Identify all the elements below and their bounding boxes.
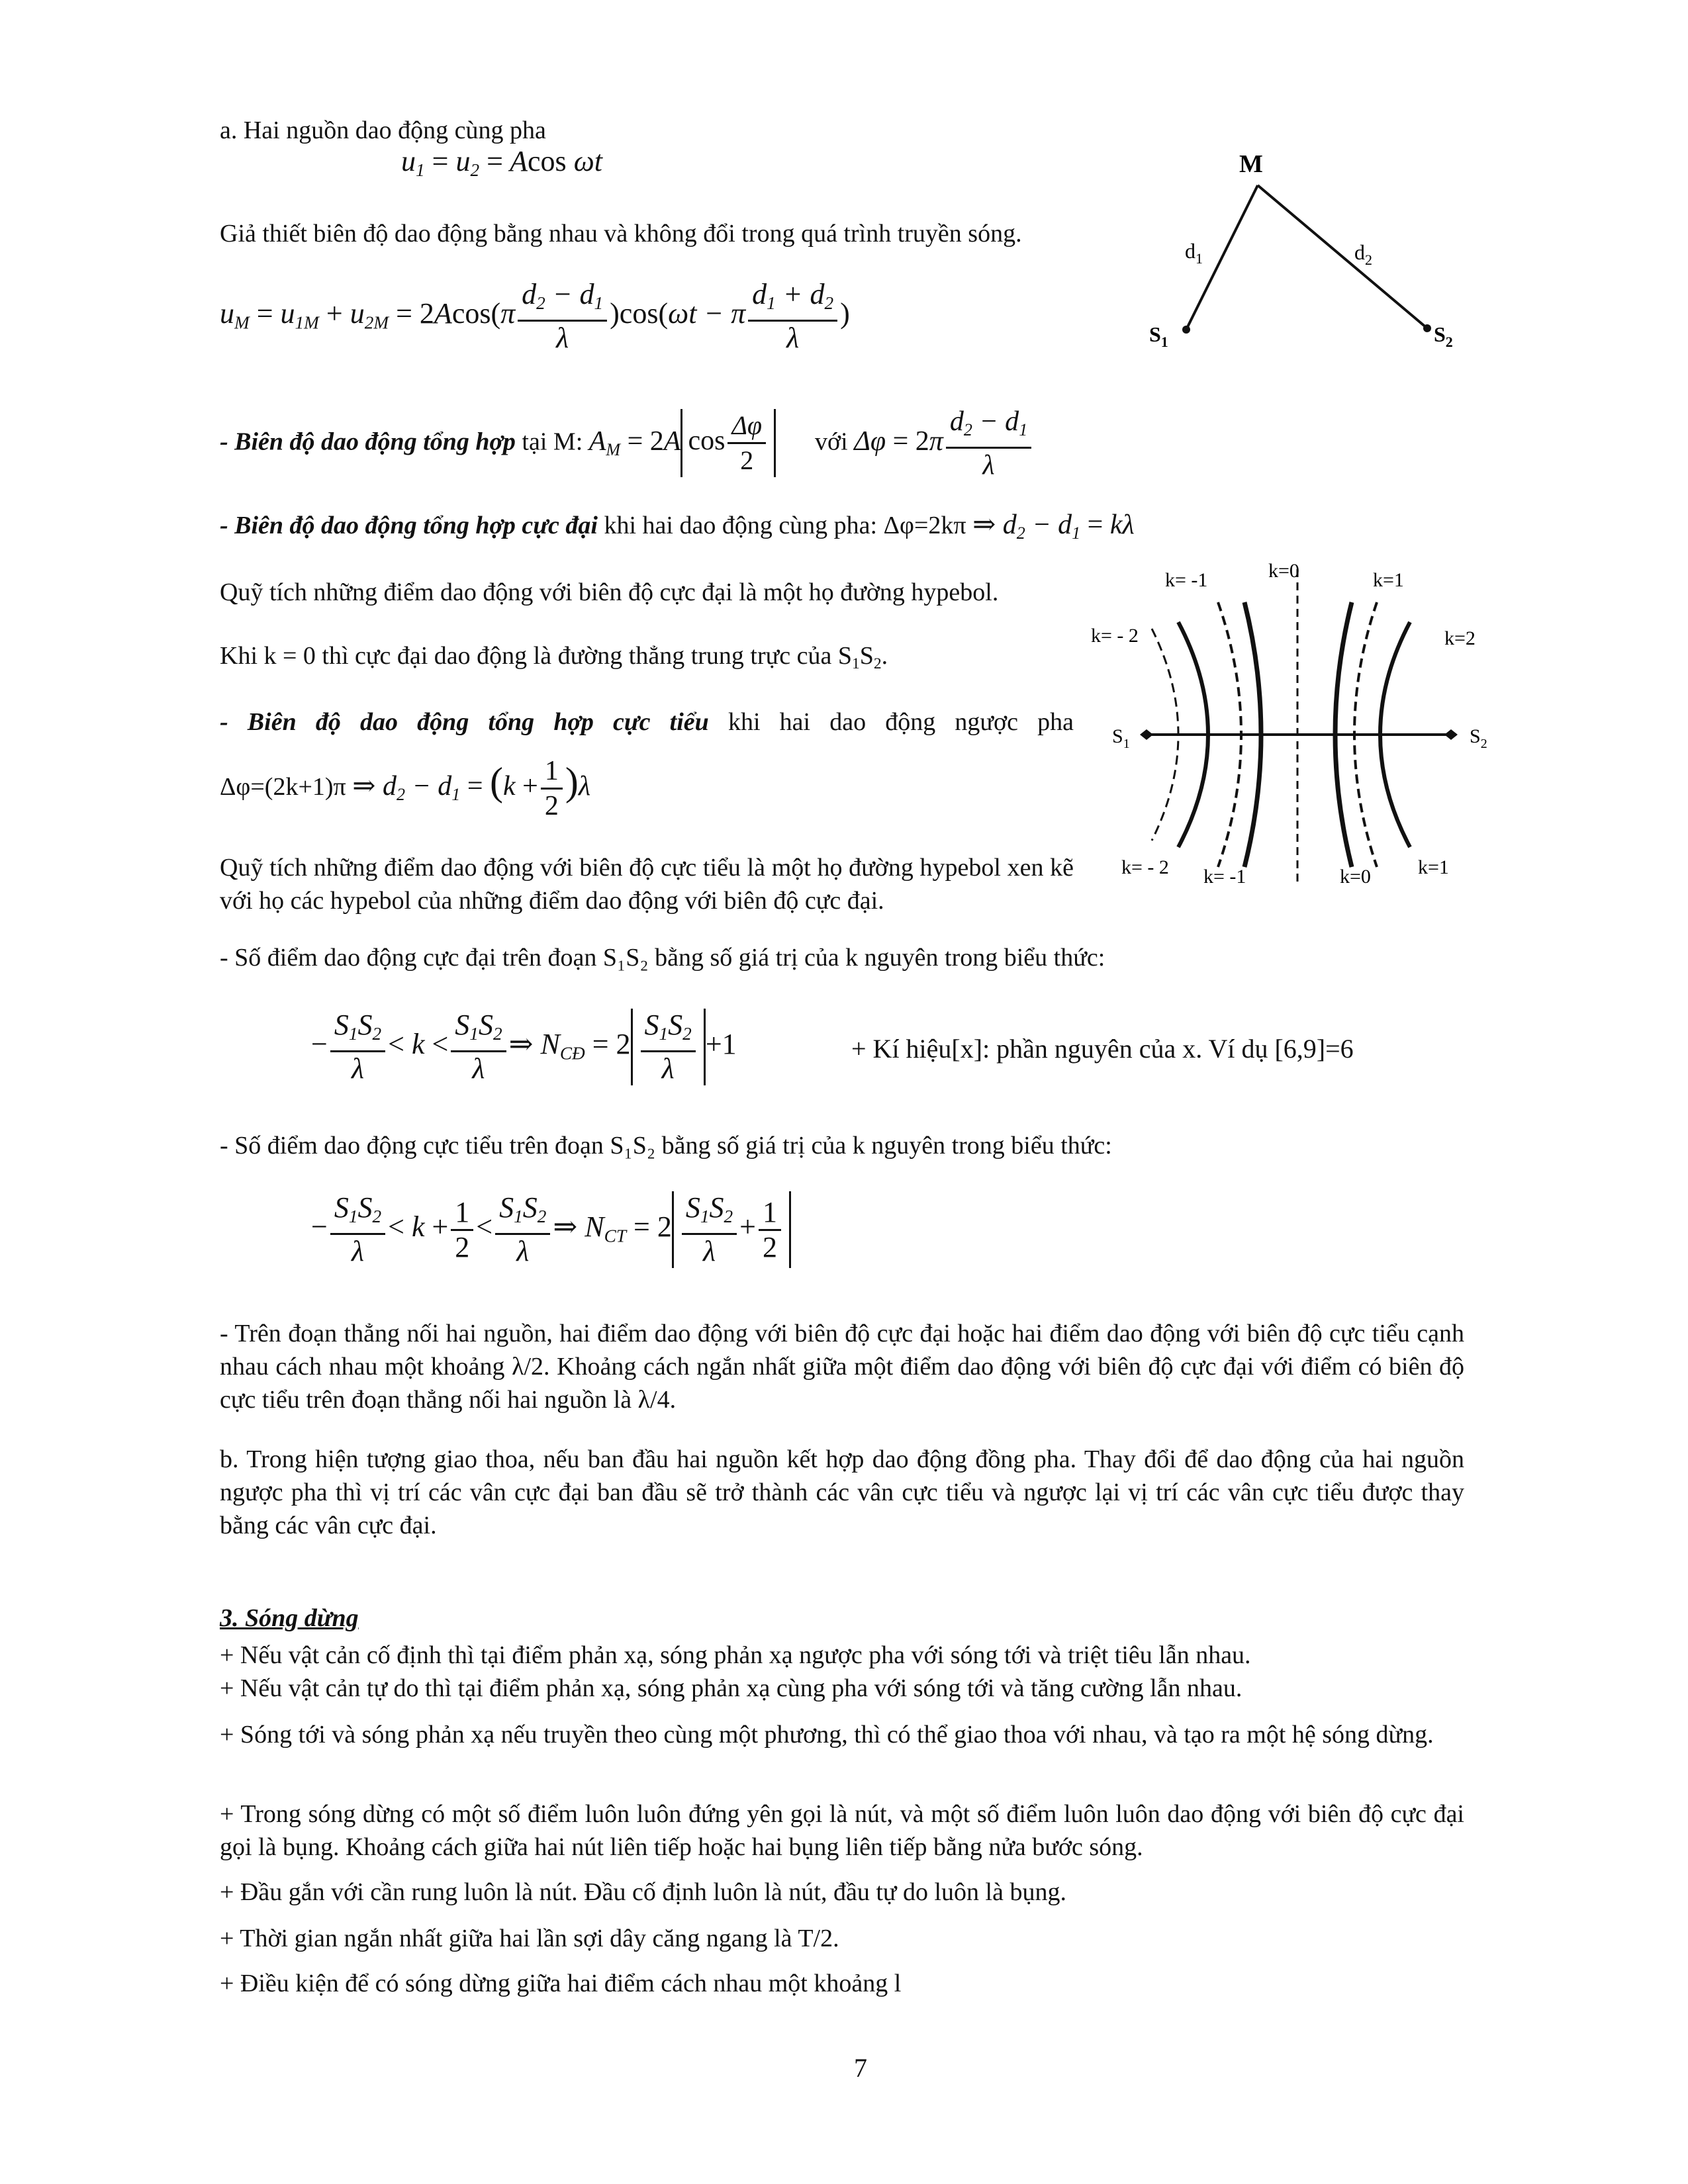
count-min-text: - Số điểm dao động cực tiểu trên đoạn S₁S₂ bằng số giá trị của k nguyên trong biểu thức:	[220, 1132, 1112, 1160]
label-k-minus2-top: k= - 2	[1091, 625, 1139, 647]
min-condition-formula: Δφ=(2k+1)π ⇒ $d_2 - d_1 = (k$ + $\frac{1}{2}$ )λ	[220, 756, 591, 821]
equation-um: $u_M = u_{1M} + u_{2M} = 2Acos(\pi$ $\frac{d_2 - d_1}{\lambda}$ )cos(ωt − π $\frac{d_1 + d_2}{\lambda}$ )	[220, 278, 850, 355]
k0-text: Khi k = 0 thì cực đại dao động là đường thẳng trung trực của $S_1S_2$.	[220, 642, 888, 673]
label-k2-top: k=2	[1444, 627, 1476, 649]
section-b-paragraph: b. Trong hiện tượng giao thoa, nếu ban đầu hai nguồn kết hợp dao động đồng pha. Thay đổi để dao động của hai nguồn ngược pha thì vị trí các vân cực đại ban đầu sẽ trở thành các vân cực tiểu và ngược lại vị trí các vân cực tiểu được thay bằng các vân cực đại.	[220, 1445, 1464, 1539]
label-k1-top: k=1	[1373, 569, 1404, 591]
label-s1: $S_1$	[1149, 322, 1168, 350]
label-s2: $S_2$	[1470, 725, 1487, 751]
count-max-formula: − $\frac{S_1S_2}{\lambda}$ < k < $\frac{S_1S_2}{\lambda}$ ⇒ $N_{CĐ} = 2$ $\frac{S_1S_2}{\lambda}$ +1	[311, 1009, 737, 1085]
label-k-minus2-bottom: k= - 2	[1121, 856, 1169, 878]
eq-u-symbol: u	[401, 145, 416, 177]
section3-item-3: + Sóng tới và sóng phản xạ nếu truyền theo cùng một phương, thì có thể giao thoa với nhau, và tạo ra một hệ sóng dừng.	[220, 1721, 1434, 1749]
max-condition-label: - Biên độ dao động tổng hợp cực đại	[220, 512, 598, 539]
s1-marker	[1140, 729, 1153, 740]
max-condition-line: - Biên độ dao động tổng hợp cực đại khi hai dao động cùng pha: Δφ=2kπ ⇒ $d_2 - d_1 = k\lambda$	[220, 510, 1135, 543]
interference-hyperbola-diagram	[1086, 556, 1509, 907]
section-a-heading: a. Hai nguồn dao động cùng pha	[220, 116, 546, 144]
amplitude-at-m: tại M:	[515, 428, 589, 456]
min-condition-delta: Δφ=(2k+1)π	[220, 773, 346, 801]
d2-line	[1258, 185, 1427, 328]
section3-item-7: + Điều kiện để có sóng dừng giữa hai điểm cách nhau một khoảng l	[220, 1970, 902, 1997]
locus-max-text: Quỹ tích những điểm dao động với biên độ cực đại là một họ đường hypebol.	[220, 578, 999, 606]
equation-sources: $u_1 = u_2 = Acos$ ωt	[401, 145, 602, 181]
label-k0-bottom: k=0	[1340, 866, 1371, 887]
section3-item-1: + Nếu vật cản cố định thì tại điểm phản xạ, sóng phản xạ ngược pha với sóng tới và triệt tiêu lẫn nhau.	[220, 1641, 1251, 1669]
label-s2: $S_2$	[1434, 322, 1453, 350]
min-condition-label: - Biên độ dao động tổng hợp cực tiểu	[220, 708, 709, 736]
min-condition-rest: khi hai dao động ngược pha	[708, 708, 1074, 736]
amplitude-total-label: - Biên độ dao động tổng hợp	[220, 428, 516, 456]
section3-item-6: + Thời gian ngắn nhất giữa hai lần sợi dây căng ngang là T/2.	[220, 1925, 839, 1952]
segment-paragraph: - Trên đoạn thẳng nối hai nguồn, hai điểm dao động với biên độ cực đại hoặc hai điểm dao động với biên độ cực tiểu cạnh nhau cách nhau một khoảng λ/2. Khoảng cách ngắn nhất giữa một điểm dao động với biên độ cực đại với điểm có biên độ cực tiểu trên đoạn thẳng nối hai nguồn là λ/4.	[220, 1320, 1464, 1414]
label-k0-top: k=0	[1268, 560, 1299, 582]
section3-item-2: + Nếu vật cản tự do thì tại điểm phản xạ, sóng phản xạ cùng pha với sóng tới và tăng cường lẫn nhau.	[220, 1674, 1243, 1702]
page-number: 7	[854, 2053, 867, 2083]
k0-text-main: Khi k = 0 thì cực đại dao động là đường thẳng trung trực của S	[220, 642, 852, 670]
amplitude-with: với	[815, 428, 848, 456]
amplitude-total-line: - Biên độ dao động tổng hợp tại M: $A_M = 2A$ cos $\frac{\Delta\varphi}{2}$ với Δφ = 2π $\frac{d_2 - d_1}{\lambda}$	[220, 405, 1034, 482]
count-max-text: - Số điểm dao động cực đại trên đoạn S₁S₂ bằng số giá trị của k nguyên trong biểu thức:	[220, 944, 1105, 972]
locus-min-text: Quỹ tích những điểm dao động với biên độ cực tiểu là một họ đường hypebol xen kẽ với họ các hypebol của những điểm dao động với biên độ cực đại.	[220, 854, 1074, 915]
label-m: M	[1239, 150, 1263, 178]
count-min-formula: − $\frac{S_1S_2}{\lambda}$ < k + $\frac{1}{2}$ < $\frac{S_1S_2}{\lambda}$ ⇒ $N_{CT} = 2$ $\frac{S_1S_2}{\lambda}$ + $\frac{1}{2}$	[311, 1191, 791, 1268]
min-condition-line	[220, 705, 1074, 739]
label-k-minus1-top: k= -1	[1165, 569, 1208, 591]
section3-item-5: + Đầu gắn với cần rung luôn là nút. Đầu cố định luôn là nút, đầu tự do luôn là bụng.	[220, 1878, 1066, 1906]
label-d1: $d_1$	[1185, 239, 1203, 267]
max-condition-rest: khi hai dao động cùng pha: Δφ=2kπ	[597, 512, 966, 539]
notation-text: + Kí hiệu[x]: phần nguyên của x. Ví dụ [6,9]=6	[851, 1034, 1354, 1064]
section3-heading: 3. Sóng dừng	[220, 1604, 359, 1632]
source-point-diagram	[1125, 146, 1496, 357]
section3-item-4: + Trong sóng dừng có một số điểm luôn luôn đứng yên gọi là nút, và một số điểm luôn luôn dao động với biên độ cực đại gọi là bụng. Khoảng cách giữa hai nút liên tiếp hoặc hai bụng liên tiếp bằng nửa bước sóng.	[220, 1800, 1464, 1861]
label-d2: $d_2$	[1354, 240, 1372, 268]
s2-point	[1423, 324, 1431, 332]
label-k1-bottom: k=1	[1418, 856, 1449, 878]
label-k-minus1-bottom: k= -1	[1203, 866, 1246, 887]
assumption-text: Giả thiết biên độ dao động bằng nhau và không đổi trong quá trình truyền sóng.	[220, 220, 1022, 248]
s1-point	[1182, 326, 1190, 334]
label-s1: $S_1$	[1112, 725, 1130, 751]
s2-marker	[1444, 729, 1458, 740]
